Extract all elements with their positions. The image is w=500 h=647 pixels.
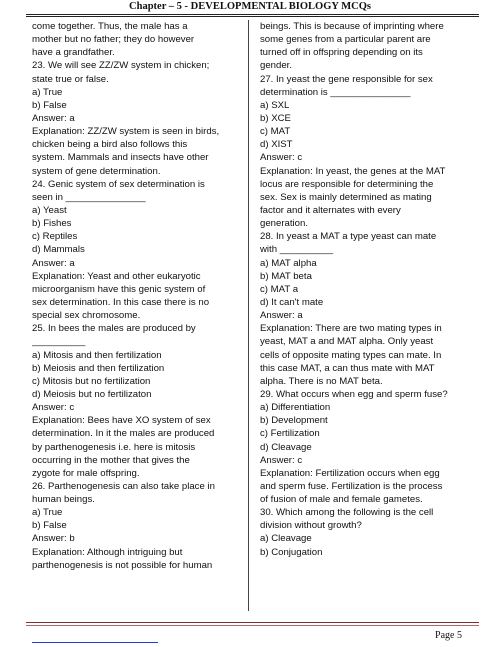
- text-line: seen in _______________: [32, 191, 146, 203]
- text-line: a) Cleavage: [260, 533, 312, 545]
- page-number: Page 5: [435, 630, 462, 641]
- text-line: 29. What occurs when egg and sperm fuse?: [260, 388, 448, 400]
- text-line: Answer: a: [32, 257, 75, 269]
- text-line: d) Cleavage: [260, 441, 312, 453]
- text-line: Explanation: There are two mating types in: [260, 323, 442, 335]
- text-line: a) Yeast: [32, 204, 67, 216]
- text-line: occurring in the mother that gives the: [32, 454, 190, 466]
- text-line: Answer: b: [32, 533, 75, 545]
- text-line: have a grandfather.: [32, 47, 115, 59]
- text-line: determination is _______________: [260, 86, 411, 98]
- text-line: c) Mitosis but no fertilization: [32, 375, 151, 387]
- text-line: of fusion of male and female gametes.: [260, 494, 423, 506]
- text-line: b) Meiosis and then fertilization: [32, 362, 165, 374]
- text-line: some genes from a particular parent are: [260, 34, 431, 46]
- text-line: 28. In yeast a MAT a type yeast can mate: [260, 231, 437, 243]
- text-line: system. Mammals and insects have other: [32, 152, 209, 164]
- text-line: d) It can't mate: [260, 296, 324, 308]
- text-line: Explanation: Bees have XO system of sex: [32, 415, 211, 427]
- text-line: parthenogenesis is not possible for human: [32, 559, 213, 571]
- text-line: c) MAT a: [260, 283, 299, 295]
- text-line: __________: [32, 336, 86, 348]
- footer-rule-dark: [26, 622, 479, 623]
- text-line: locus are responsible for determining the: [260, 178, 434, 190]
- text-line: d) Meiosis but no fertilizaton: [32, 388, 152, 400]
- text-line: a) Differentiation: [260, 402, 331, 414]
- text-line: b) MAT beta: [260, 270, 312, 282]
- text-line: Answer: c: [260, 454, 303, 466]
- text-line: Answer: a: [32, 112, 75, 124]
- text-line: special sex chromosome.: [32, 310, 141, 322]
- page-header-title: Chapter – 5 - DEVELOPMENTAL BIOLOGY MCQs: [129, 1, 371, 12]
- text-line: b) Conjugation: [260, 546, 323, 558]
- text-line: beings. This is because of imprinting where: [260, 21, 444, 32]
- text-line: factor and it alternates with every: [260, 204, 401, 216]
- text-line: state true or false.: [32, 73, 109, 85]
- text-line: microorganism have this genic system of: [32, 283, 206, 295]
- text-line: division without growth?: [260, 520, 362, 532]
- text-line: 24. Genic system of sex determination is: [32, 178, 205, 190]
- text-line: 27. In yeast the gene responsible for sex: [260, 73, 433, 85]
- text-line: turned off in offspring depending on its: [260, 47, 423, 59]
- text-line: sex determination. In this case there is no: [32, 296, 210, 308]
- text-line: Explanation: ZZ/ZW system is seen in birds,: [32, 126, 220, 138]
- header-rule-bottom: [26, 16, 479, 17]
- text-line: and sperm fuse. Fertilization is the process: [260, 480, 443, 492]
- text-line: this case MAT, a can thus mate with MAT: [260, 362, 435, 374]
- text-line: by parthenogenesis i.e. here is mitosis: [32, 441, 196, 453]
- text-line: with __________: [260, 244, 334, 256]
- text-line: come together. Thus, the male has a: [32, 21, 188, 32]
- text-line: Explanation: Fertilization occurs when egg: [260, 467, 440, 479]
- text-line: c) Fertilization: [260, 428, 320, 440]
- text-line: c) MAT: [260, 126, 291, 138]
- text-line: b) XCE: [260, 112, 291, 124]
- footer-rule-light: [26, 625, 479, 626]
- text-line: system of gene determination.: [32, 165, 161, 177]
- left-text-column: [32, 20, 252, 572]
- text-line: d) Mammals: [32, 244, 85, 256]
- text-line: a) True: [32, 507, 63, 519]
- text-line: Answer: c: [260, 152, 303, 164]
- text-line: 26. Parthenogenesis can also take place in: [32, 480, 215, 492]
- text-line: a) MAT alpha: [260, 257, 317, 269]
- text-line: a) SXL: [260, 99, 290, 111]
- text-line: yeast, MAT a and MAT alpha. Only yeast: [260, 336, 434, 348]
- text-line: zygote for male offspring.: [32, 467, 140, 479]
- text-line: Explanation: In yeast, the genes at the MAT: [260, 165, 446, 177]
- text-line: 25. In bees the males are produced by: [32, 323, 196, 335]
- text-line: c) Reptiles: [32, 231, 78, 243]
- text-line: gender.: [260, 60, 293, 72]
- text-line: 23. We will see ZZ/ZW system in chicken;: [32, 60, 210, 72]
- text-line: b) False: [32, 520, 67, 532]
- text-line: mother but no father; they do however: [32, 34, 195, 46]
- right-text-column: [260, 20, 480, 559]
- text-line: b) Development: [260, 415, 328, 427]
- text-line: alpha. There is no MAT beta.: [260, 375, 383, 387]
- footer-link-underline[interactable]: [32, 642, 158, 643]
- text-line: Explanation: Yeast and other eukaryotic: [32, 270, 201, 282]
- text-line: b) False: [32, 99, 67, 111]
- text-line: sex. Sex is mainly determined as mating: [260, 191, 432, 203]
- column-divider: [248, 20, 249, 611]
- header-rule-top: [26, 14, 479, 15]
- text-line: Answer: c: [32, 402, 75, 414]
- text-line: a) True: [32, 86, 63, 98]
- text-line: human beings.: [32, 494, 95, 506]
- text-line: 30. Which among the following is the cell: [260, 507, 434, 519]
- text-line: a) Mitosis and then fertilization: [32, 349, 162, 361]
- text-line: cells of opposite mating types can mate. In: [260, 349, 442, 361]
- text-line: d) XIST: [260, 139, 293, 151]
- text-line: Explanation: Although intriguing but: [32, 546, 183, 558]
- text-line: determination. In it the males are produced: [32, 428, 215, 440]
- text-line: Answer: a: [260, 310, 303, 322]
- text-line: b) Fishes: [32, 218, 72, 230]
- text-line: generation.: [260, 218, 309, 230]
- text-line: chicken being a bird also follows this: [32, 139, 188, 151]
